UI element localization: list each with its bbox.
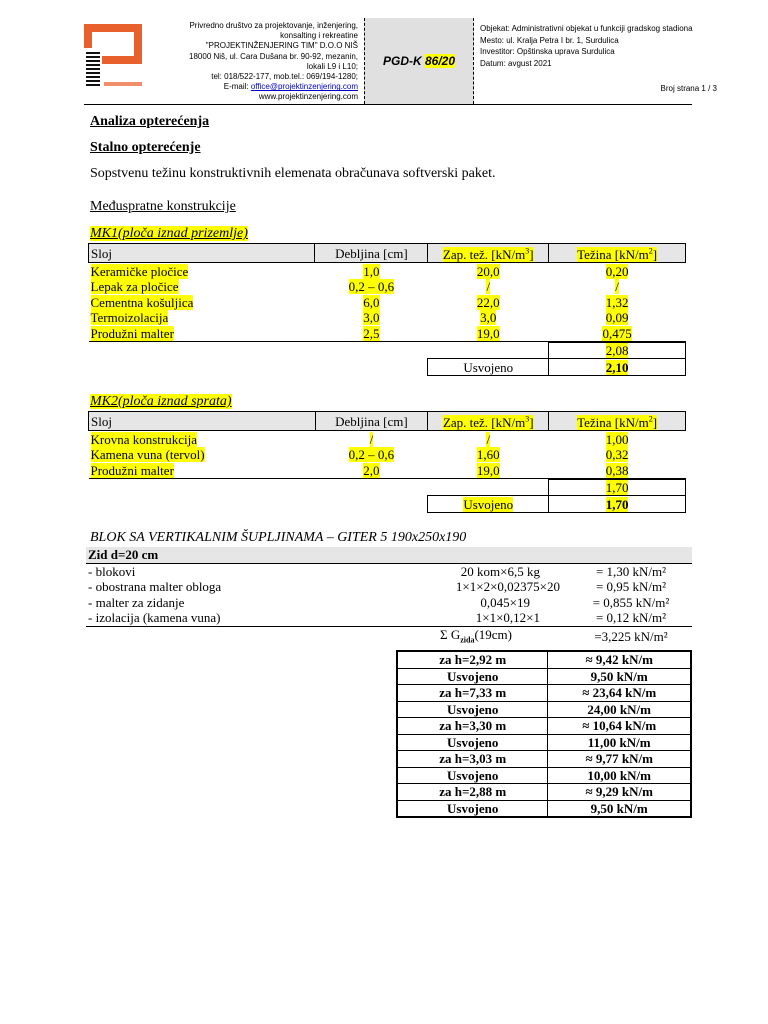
wall-title: BLOK SA VERTIKALNIM ŠUPLJINAMA – GITER 5 190x250x190 (90, 530, 467, 545)
section-heading: Međuspratne konstrukcije (90, 199, 236, 214)
table-row: Cementna košuljica 6,0 22,0 1,32 (90, 294, 629, 310)
intro-note: Sopstvenu težinu konstruktivnih elemenata obračunava softverski paket. (90, 166, 496, 181)
column-header: Zap. tež. $[kN/m^3]$ (442, 415, 534, 431)
document-code-box (364, 18, 474, 104)
page-counter: Broj strana 1 / 3 (660, 84, 717, 93)
adopted-row: Usvojeno 9,50 kN/m (397, 800, 691, 817)
table-row: Produžni malter 2,5 19,0 0,475 (89, 325, 686, 342)
table-row: - izolacija (kamena vuna) 1×1×0,12×1 = 0,12 kN/m² (86, 610, 692, 626)
wall-sum-value: =3,225 kN/m² (594, 629, 668, 645)
location-line: Mesto: ul. Kralja Petra I br. 1, Surdulica (480, 35, 619, 45)
website-line[interactable]: www.projektinzenjering.com (258, 92, 358, 102)
document-code-prefix: PGD-K (382, 54, 425, 68)
column-header: Sloj (91, 413, 112, 429)
mk2-table (88, 411, 686, 513)
company-info (164, 21, 358, 103)
column-header: Zap. tež. $[kN/m^3]$ (442, 247, 534, 263)
table-row: - blokovi 20 kom×6,5 kg = 1,30 kN/m² (88, 563, 667, 579)
table-row: - obostrana malter obloga 1×1×2×0,02375×20 = 0,95 kN/m² (88, 579, 667, 595)
table-row: Produžni malter 2,0 19,0 0,38 (89, 462, 686, 479)
table-row: Keramičke pločice 1,0 20,0 0,20 (90, 263, 629, 279)
adopted-value: 2,10 (605, 359, 629, 375)
wall-sum-row: Σ $G_{zida}(19cm)$ =3,225 kN/m² (440, 626, 668, 645)
adopted-label: Usvojeno (463, 496, 514, 512)
mk2-title: MK2(ploča iznad sprata) (90, 394, 232, 409)
company-line: konsalting i rekreatine (280, 31, 358, 41)
object-info (480, 23, 720, 69)
sum-row (89, 342, 686, 359)
table-row: - malter za zidanje 0,045×19 = 0,855 kN/m² (88, 594, 670, 610)
email-line: E-mail: office@projektinzenjering.com (223, 82, 358, 92)
result-row: za h=7,33 m ≈ 23,64 kN/m (397, 685, 691, 702)
adopted-label: Usvojeno (463, 359, 514, 375)
sum-value: 2,08 (605, 343, 629, 359)
sum-row (89, 479, 686, 496)
email-link[interactable]: office@projektinzenjering.com (250, 82, 358, 92)
adopted-row: Usvojeno 11,00 kN/m (397, 734, 691, 751)
table-row: Krovna konstrukcija / / 1,00 (90, 431, 629, 447)
company-line: "PROJEKTINŽENJERING TIM" D.O.O NIŠ (205, 41, 358, 51)
table-header-row (89, 244, 686, 263)
adopted-row (89, 359, 686, 376)
table-header-row (89, 412, 686, 431)
adopted-row: Usvojeno 10,00 kN/m (397, 767, 691, 784)
sum-value: 1,70 (605, 480, 629, 496)
adopted-row: Usvojeno 9,50 kN/m (397, 668, 691, 685)
result-row: za h=3,30 m ≈ 10,64 kN/m (397, 718, 691, 735)
table-row: Termoizolacija 3,0 3,0 0,09 (90, 310, 629, 326)
adopted-value: 1,70 (605, 496, 629, 512)
column-header: Težina $[kN/m^2]$ (577, 247, 658, 263)
object-line: Objekat: Administrativni objekat u funkciji gradskog stadiona (480, 24, 693, 33)
result-row: za h=2,88 m ≈ 9,29 kN/m (397, 784, 691, 801)
document-code-number: 86/20 (424, 54, 456, 68)
wall-results-table (396, 650, 692, 818)
company-logo (84, 24, 148, 90)
main-heading: Analiza opterećenja (90, 114, 210, 129)
investor-line: Investitor: Opštinska uprava Surdulica (480, 47, 615, 56)
wall-header-row (86, 547, 692, 563)
mk1-title: MK1(ploča iznad prizemlje) (90, 226, 248, 241)
table-row: Kamena vuna (tervol) 0,2 – 0,6 1,60 0,32 (90, 447, 629, 463)
result-row: za h=2,92 m ≈ 9,42 kN/m (397, 651, 691, 668)
adopted-row (89, 496, 686, 513)
company-line: 18000 Niš, ul. Cara Dušana br. 90-92, mezanin, (189, 51, 358, 61)
mk1-table (88, 243, 686, 376)
sub-heading: Stalno opterećenje (90, 140, 201, 155)
column-header: Sloj (91, 245, 112, 261)
company-line: Privredno društvo za projektovanje, inženjering, (189, 21, 358, 30)
column-header: Debljina [cm] (335, 413, 408, 429)
column-header: Težina $[kN/m^2]$ (577, 415, 658, 431)
company-line: tel: 018/522-177, mob.tel.: 069/194-1280; (211, 72, 358, 82)
wall-header: Zid d=20 cm (88, 547, 159, 563)
column-header: Debljina [cm] (335, 245, 408, 261)
company-line: lokali L9 i L10; (306, 61, 358, 71)
result-row: za h=3,03 m ≈ 9,77 kN/m (397, 751, 691, 768)
table-row: Lepak za pločice 0,2 – 0,6 / / (90, 279, 619, 295)
adopted-row: Usvojeno 24,00 kN/m (397, 701, 691, 718)
date-line: Datum: avgust 2021 (480, 58, 552, 68)
header-divider (84, 104, 692, 105)
wall-table (86, 547, 692, 647)
